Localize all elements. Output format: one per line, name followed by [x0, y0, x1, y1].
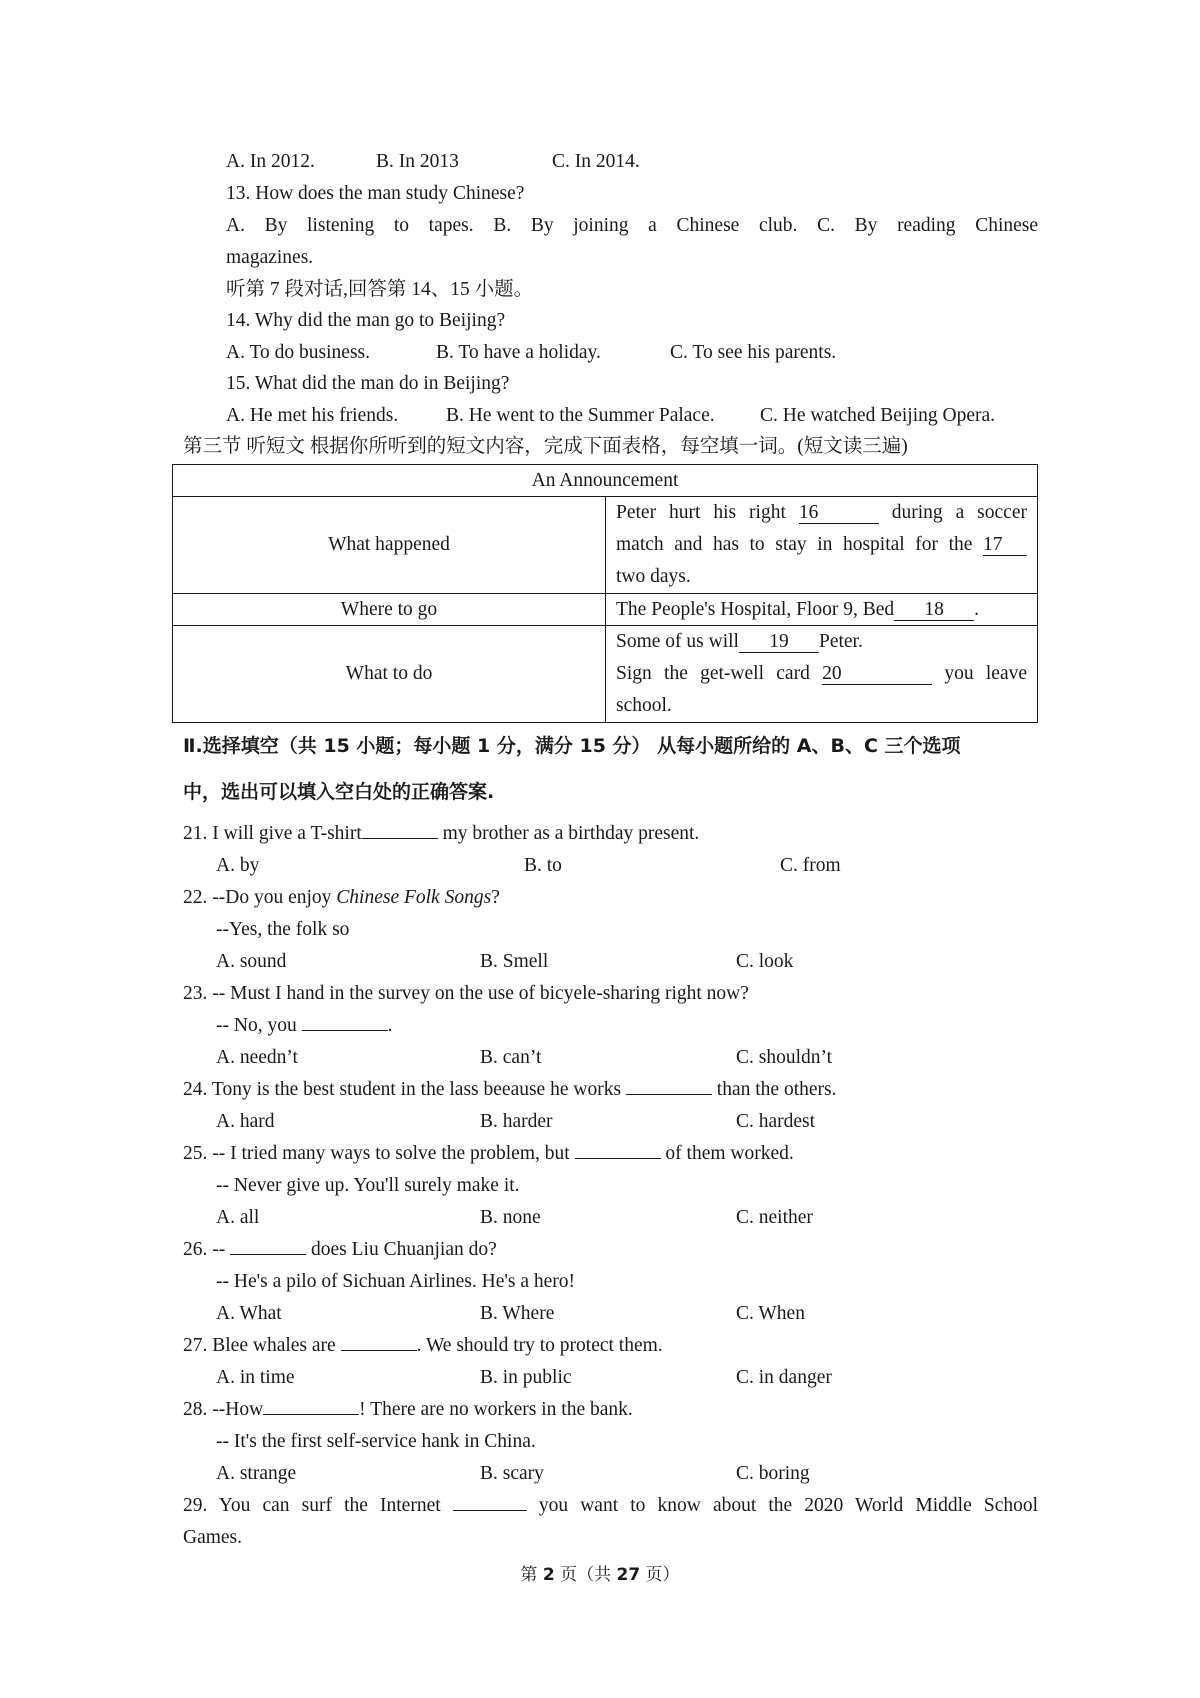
q23-option-c: C. shouldn’t: [736, 1047, 833, 1068]
q28-option-b: B. scary: [480, 1463, 544, 1484]
q24-blank: [626, 1094, 712, 1095]
q29-blank: [453, 1510, 527, 1511]
q13-question: 13. How does the man study Chinese?: [226, 183, 525, 204]
q27-option-b: B. in public: [480, 1367, 572, 1388]
q24-option-a: A. hard: [216, 1111, 275, 1132]
q14-option-c: C. To see his parents.: [670, 342, 837, 363]
q25-question: 25. -- I tried many ways to solve the problem, but of them worked.: [183, 1143, 794, 1164]
q22-option-a: A. sound: [216, 951, 287, 972]
q25-option-c: C. neither: [736, 1207, 813, 1228]
q26-blank: [230, 1254, 306, 1255]
blank-18: 18: [894, 600, 974, 621]
table-row: [173, 626, 1038, 723]
row-label-what-to-do: What to do: [173, 626, 606, 723]
q26-question: 26. -- does Liu Chuanjian do?: [183, 1239, 497, 1260]
blank-20: 20: [822, 664, 932, 685]
blank-16: 16: [799, 503, 879, 524]
q21-question: 21. I will give a T-shirt my brother as a birthday present.: [183, 823, 700, 844]
q28-question: 28. --How ! There are no workers in the bank.: [183, 1399, 633, 1420]
row-content-what-to-do: Some of us will 19 Peter. Sign the get-well card 20 you leave school.: [606, 626, 1038, 723]
page-footer: 第 2 页（共 27 页）: [520, 1565, 680, 1585]
q14-option-b: B. To have a holiday.: [436, 342, 601, 363]
q13-option-a: A. By listening to tapes.: [226, 215, 474, 236]
q21-option-b: B. to: [524, 855, 562, 876]
q23-option-a: A. needn’t: [216, 1047, 298, 1068]
section-dialogue7-instruction: 听第 7 段对话,回答第 14、15 小题。: [226, 279, 534, 300]
q26-option-b: B. Where: [480, 1303, 555, 1324]
row-content-where-to-go: The People's Hospital, Floor 9, Bed 18 .: [606, 594, 1038, 626]
q13-option-b: B. By joining a Chinese club.: [493, 215, 798, 236]
table-row: [173, 594, 1038, 626]
q26-option-a: A. What: [216, 1303, 282, 1324]
q13-options-line: [226, 214, 1038, 238]
q29-question: 29. You can surf the Internet you want to know about the 2020 World Middle School: [183, 1495, 1039, 1516]
q28-option-a: A. strange: [216, 1463, 297, 1484]
q13-option-c-cont: magazines.: [226, 247, 314, 268]
q24-option-c: C. hardest: [736, 1111, 816, 1132]
q27-question: 27. Blee whales are . We should try to protect them.: [183, 1335, 663, 1356]
part2-heading-cont: 中，选出可以填入空白处的正确答案.: [183, 781, 495, 803]
page-number: 2: [542, 1565, 555, 1585]
q27-option-c: C. in danger: [736, 1367, 832, 1388]
q25-blank: [575, 1158, 661, 1159]
row-content-what-happened: Peter hurt his right 16 during a soccer match and has to stay in hospital for the 17 two days.: [606, 497, 1038, 594]
table-title: An Announcement: [173, 465, 1038, 497]
q26-response: -- He's a pilo of Sichuan Airlines. He's a hero!: [216, 1271, 576, 1292]
q26-option-c: C. When: [736, 1303, 805, 1324]
q15-option-c: C. He watched Beijing Opera.: [760, 405, 996, 426]
q21-blank: [362, 838, 438, 839]
q29-question-cont: Games.: [183, 1527, 243, 1548]
page-total: 27: [616, 1565, 641, 1585]
q24-question: 24. Tony is the best student in the lass beeause he works than the others.: [183, 1079, 837, 1100]
q22-response: --Yes, the folk so: [216, 919, 350, 940]
section3-heading: 第三节 听短文 根据你所听到的短文内容，完成下面表格，每空填一词。(短文读三遍): [183, 436, 908, 457]
q28-option-c: C. boring: [736, 1463, 810, 1484]
q23-option-b: B. can’t: [480, 1047, 542, 1068]
q22-option-c: C. look: [736, 951, 794, 972]
q14-option-a: A. To do business.: [226, 342, 370, 363]
blank-19: 19: [739, 632, 819, 653]
q23-question: 23. -- Must I hand in the survey on the use of bicyele-sharing right now?: [183, 983, 749, 1004]
q15-question: 15. What did the man do in Beijing?: [226, 373, 510, 394]
announcement-table: [172, 464, 1038, 723]
row-label-where-to-go: Where to go: [173, 594, 606, 626]
q25-response: -- Never give up. You'll surely make it.: [216, 1175, 520, 1196]
q23-blank: [302, 1030, 388, 1031]
q15-option-a: A. He met his friends.: [226, 405, 399, 426]
q12-option-a: A. In 2012.: [226, 151, 315, 172]
q28-response: -- It's the first self-service hank in China.: [216, 1431, 536, 1452]
q12-option-c: C. In 2014.: [552, 151, 640, 172]
q22-option-b: B. Smell: [480, 951, 549, 972]
table-title-row: [173, 465, 1038, 497]
q27-blank: [341, 1350, 417, 1351]
q25-option-b: B. none: [480, 1207, 541, 1228]
q14-question: 14. Why did the man go to Beijing?: [226, 310, 506, 331]
row-label-what-happened: What happened: [173, 497, 606, 594]
q25-option-a: A. all: [216, 1207, 260, 1228]
q12-option-b: B. In 2013: [376, 151, 459, 172]
q21-option-a: A. by: [216, 855, 260, 876]
q24-option-b: B. harder: [480, 1111, 553, 1132]
q13-option-c: C. By reading Chinese: [817, 215, 1039, 236]
blank-17: 17: [983, 535, 1027, 556]
q15-option-b: B. He went to the Summer Palace.: [446, 405, 715, 426]
q22-question: 22. --Do you enjoy Chinese Folk Songs?: [183, 887, 500, 908]
part2-heading: Ⅱ.选择填空（共 15 小题；每小题 1 分，满分 15 分） 从每小题所给的 A、B、C 三个选项: [183, 735, 961, 757]
table-row: [173, 497, 1038, 594]
q21-option-c: C. from: [780, 855, 841, 876]
q23-response: -- No, you .: [216, 1015, 393, 1036]
q27-option-a: A. in time: [216, 1367, 295, 1388]
q28-blank: [263, 1414, 359, 1415]
